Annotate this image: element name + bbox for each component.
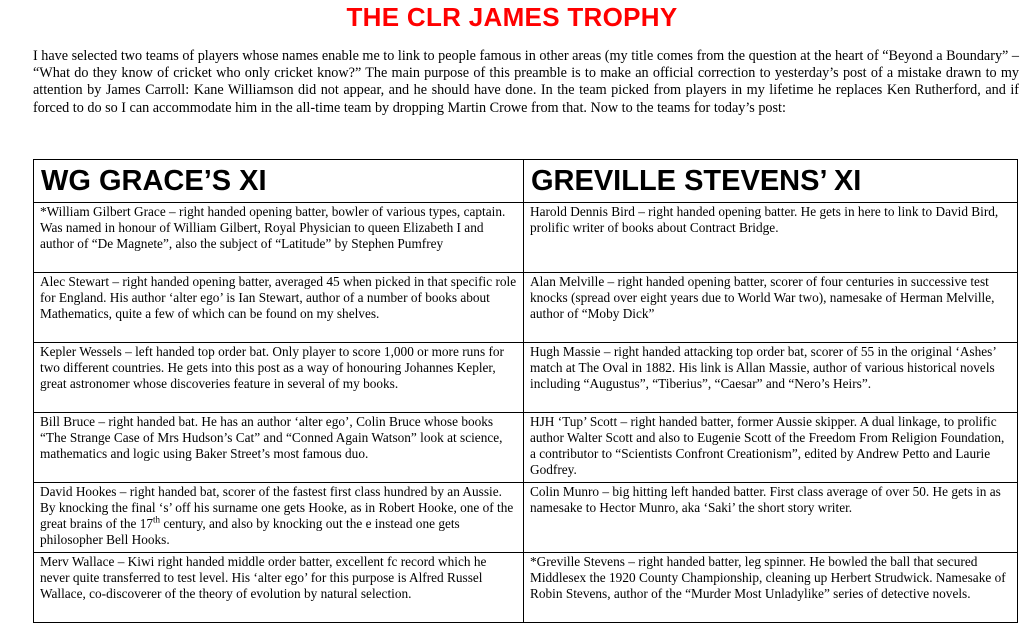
player-cell-right <box>524 273 1018 343</box>
player-cell-right <box>524 343 1018 413</box>
player-cell-left <box>34 553 524 623</box>
text-segment: century, and also by knocking out the e instead one gets philosopher Bell Hooks. <box>40 516 460 547</box>
table-row <box>34 413 1018 483</box>
player-description: HJH ‘Tup’ Scott – right handed batter, former Aussie skipper. A dual linkage, to prolific author Walter Scott and also to Eugenie Scott of the Freedom From Religion Foundation, a contributor to “Scientists Confront Creationism”, edited by Andrew Petto and Laurie Godfrey. <box>530 414 1005 477</box>
superscript-ordinal: th <box>153 514 161 525</box>
team-header-wg-grace: WG GRACE’S XI <box>34 160 524 203</box>
table-row <box>34 553 1018 623</box>
player-description <box>40 484 517 548</box>
table-row <box>34 483 1018 553</box>
player-description: Harold Dennis Bird – right handed opening batter. He gets in here to link to David Bird, prolific writer of books about Contract Bridge. <box>530 204 999 235</box>
player-cell-right <box>524 483 1018 553</box>
player-description: Kepler Wessels – left handed top order bat. Only player to score 1,000 or more runs for two different countries. He gets into this post as a way of honouring Johannes Kepler, great astronomer whose discoveries feature in several of my books. <box>40 344 504 391</box>
player-description: Colin Munro – big hitting left handed batter. First class average of over 50. He gets in as namesake to Hector Munro, aka ‘Saki’ the short story writer. <box>530 484 1001 515</box>
player-description: Merv Wallace – Kiwi right handed middle order batter, excellent fc record which he never quite transferred to test level. His ‘alter ego’ for this purpose is Alfred Russel Wallace, co-discoverer of the theory of evolution by natural selection. <box>40 554 487 601</box>
player-cell-right <box>524 413 1018 483</box>
player-description: Hugh Massie – right handed attacking top order bat, scorer of 55 in the original ‘Ashes’ match at The Oval in 1882. His link is Allan Massie, author of various historical novels including “Augustus”, “Tiberius”, “Caesar” and “Nero’s Heirs”. <box>530 344 996 391</box>
player-description: Alec Stewart – right handed opening batter, averaged 45 when picked in that specific role for England. His author ‘alter ego’ is Ian Stewart, author of a number of books about Mathematics, quite a few of which can be found on my shelves. <box>40 274 517 321</box>
table-row <box>34 273 1018 343</box>
intro-paragraph: I have selected two teams of players whose names enable me to link to people famous in other areas (my title comes from the question at the heart of “Beyond a Boundary” – “What do they know of cricket who only cricket know?” The main purpose of this preamble is to make an official correction to yesterday’s post of a mistake drawn to my attention by James Carroll: Kane Williamson did not appear, and he should have done. In the team picked from players in my lifetime he replaces Ken Rutherford, and if forced to do so I can accommodate him in the all-time team by dropping Martin Crowe from that. Now to the teams for today’s post: <box>33 48 1019 116</box>
table-row <box>34 343 1018 413</box>
table-header-row <box>34 160 1018 203</box>
teams-table <box>33 159 1018 623</box>
text-segment: David Hookes – right handed bat, scorer of the fastest first class hundred by an Aussie. By knocking the final ‘s’ off his surname one gets Hooke, as in Robert Hooke, one of the great brains of the 17 <box>40 484 514 531</box>
player-description: Alan Melville – right handed opening batter, scorer of four centuries in successive test knocks (spread over eight years due to World War two), namesake of Herman Melville, author of “Moby Dick” <box>530 274 995 321</box>
player-description: *William Gilbert Grace – right handed opening batter, bowler of various types, captain. Was named in honour of William Gilbert, Royal Physician to queen Elizabeth I and author of “De Magnete”, also the subject of “Latitude” by Stephen Pumfrey <box>40 204 506 251</box>
player-cell-right <box>524 553 1018 623</box>
player-description: *Greville Stevens – right handed batter, leg spinner. He bowled the ball that secured Middlesex the 1920 County Championship, cleaning up Herbert Strudwick. Namesake of Robin Stevens, author of the “Murder Most Unladylike” series of detective novels. <box>530 554 1006 601</box>
player-cell-left <box>34 343 524 413</box>
player-cell-left <box>34 483 524 553</box>
team-header-greville-stevens: GREVILLE STEVENS’ XI <box>524 160 1018 203</box>
player-cell-left <box>34 273 524 343</box>
player-cell-right <box>524 203 1018 273</box>
page-title: THE CLR JAMES TROPHY <box>346 2 678 32</box>
table-row <box>34 203 1018 273</box>
player-cell-left <box>34 413 524 483</box>
player-cell-left <box>34 203 524 273</box>
player-description: Bill Bruce – right handed bat. He has an author ‘alter ego’, Colin Bruce whose books “The Strange Case of Mrs Hudson’s Cat” and “Conned Again Watson” look at science, mathematics and logic using Baker Street’s most famous duo. <box>40 414 503 461</box>
